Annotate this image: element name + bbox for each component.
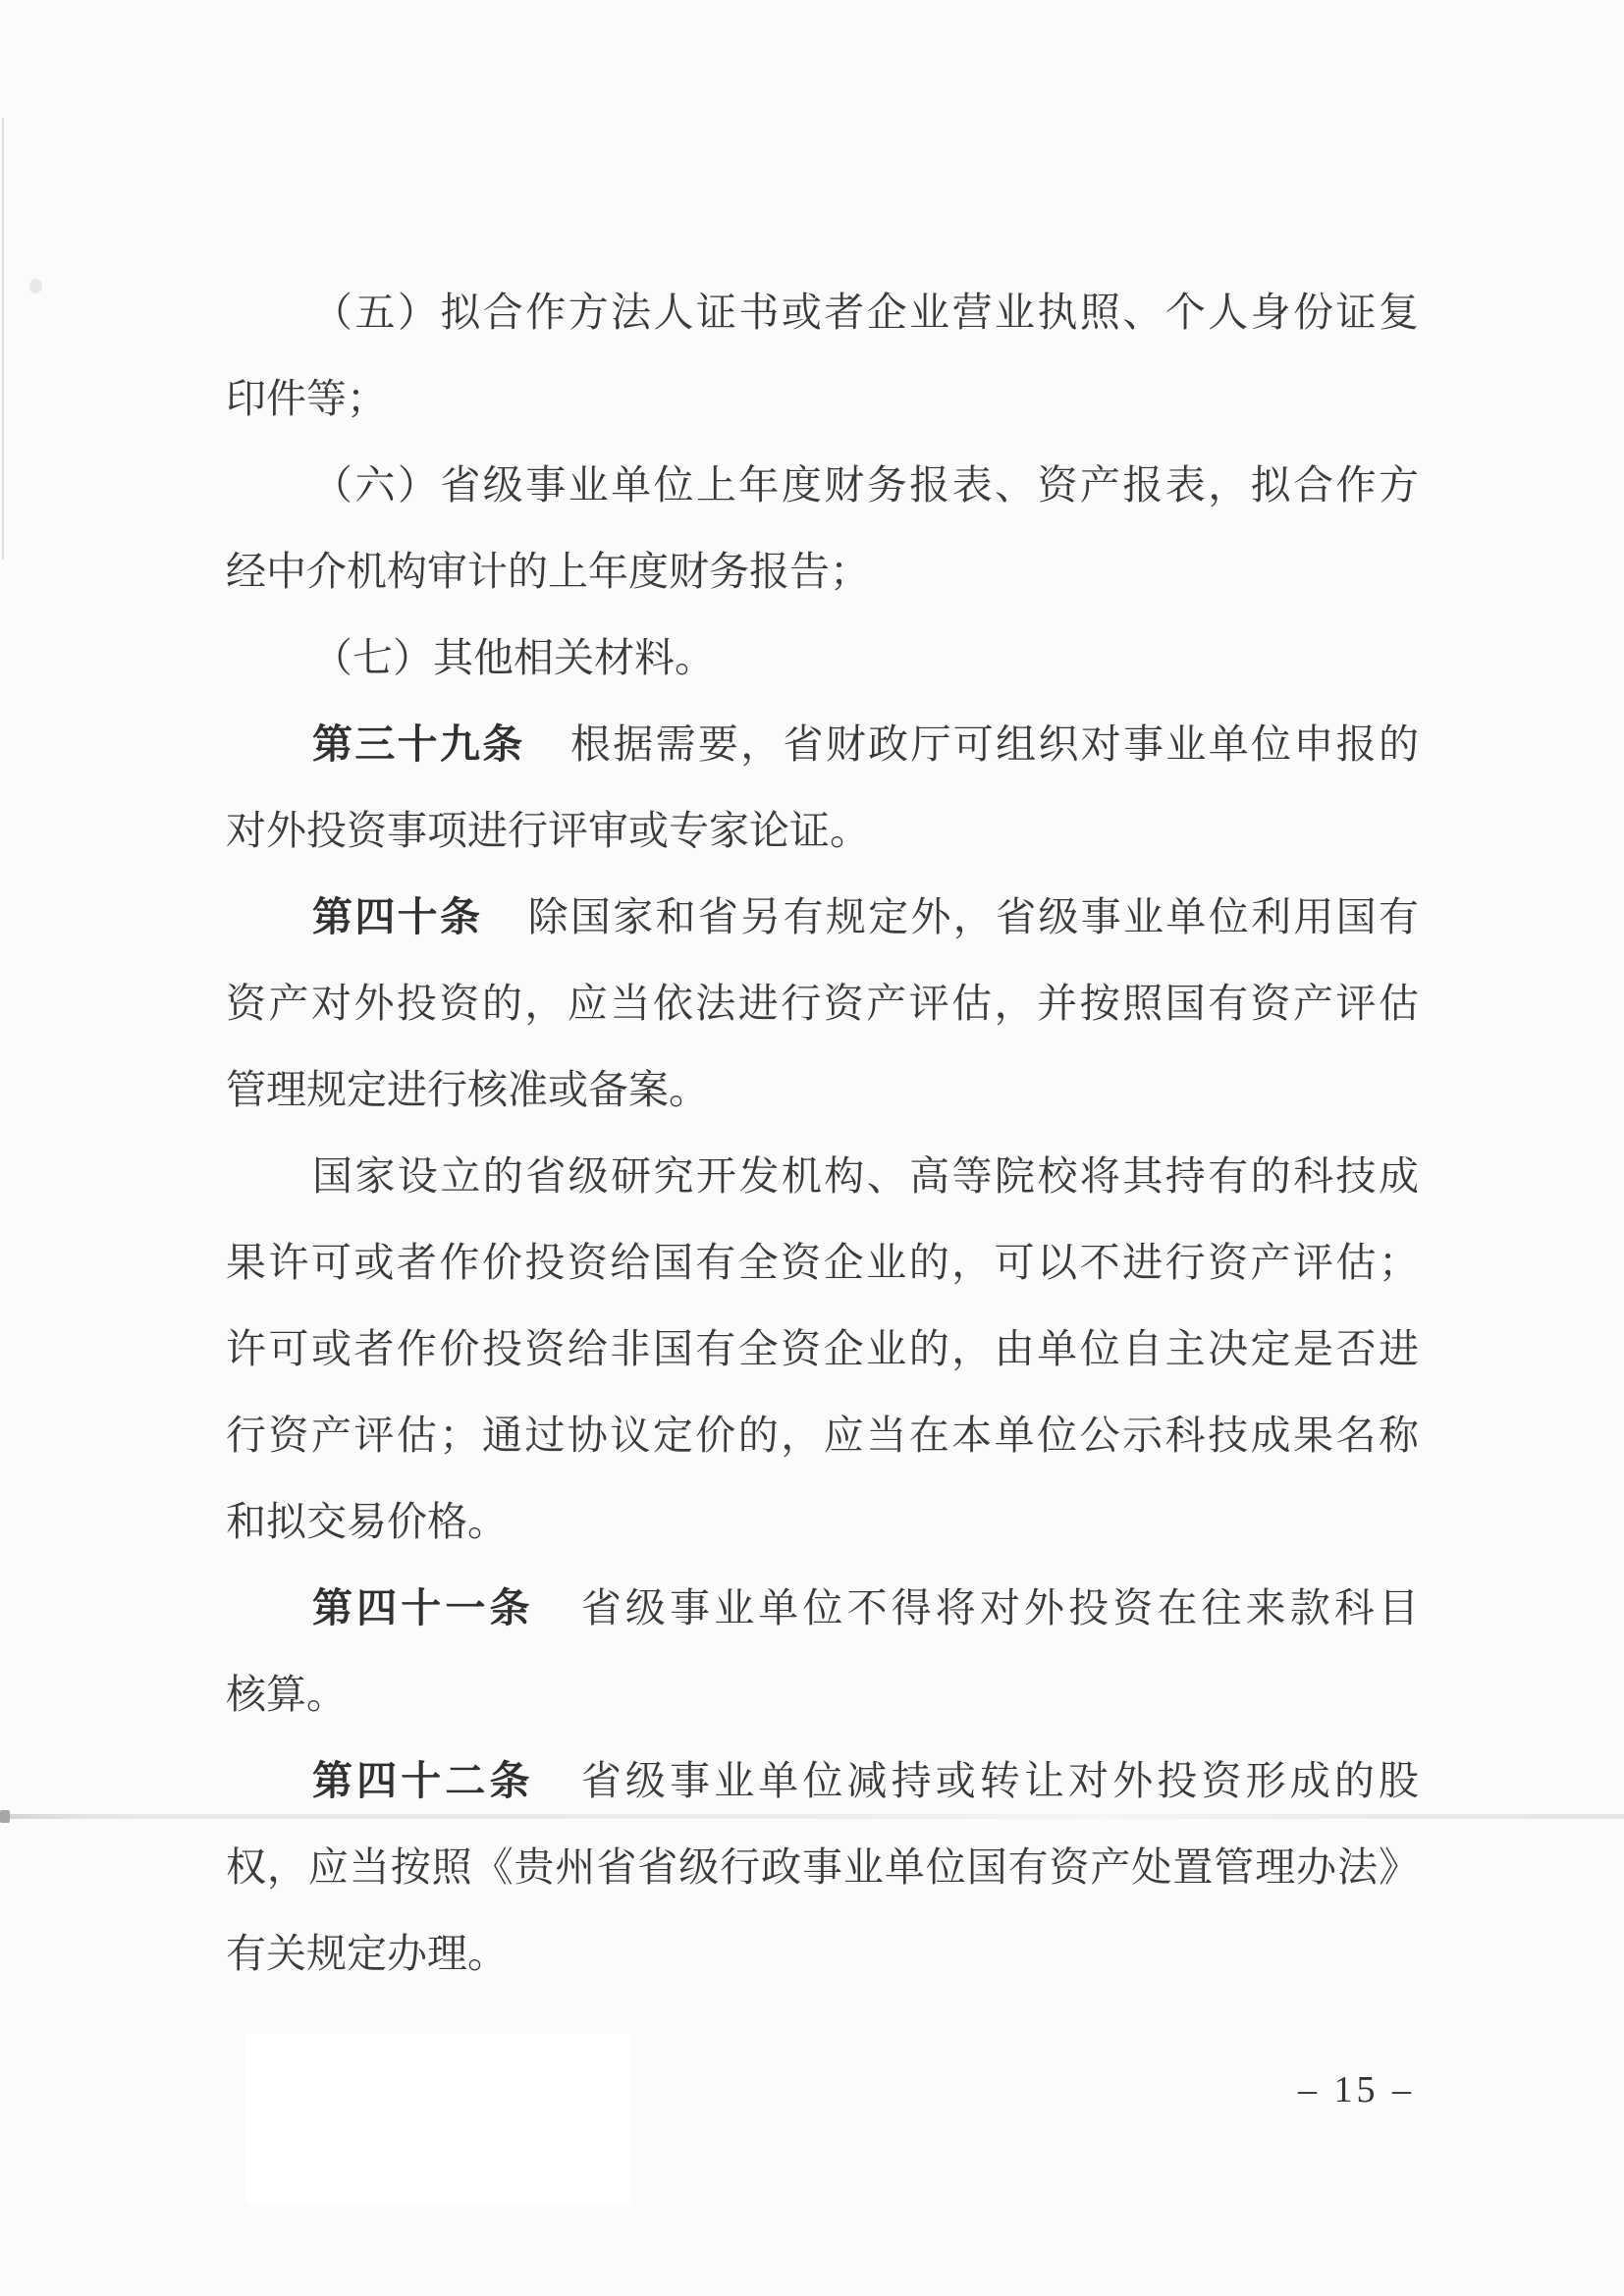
article-gap: [525, 757, 568, 758]
document-line: 和拟交易价格。: [226, 1499, 508, 1544]
document-line: 许可或者作价投资给非国有全资企业的，由单位自主决定是否进: [226, 1326, 1419, 1371]
article-gap: [534, 1621, 577, 1622]
document-line: 经中介机构审计的上年度财务报告；: [226, 549, 870, 594]
scan-smudge: [29, 279, 42, 294]
document-line: （六）省级事业单位上年度财务报表、资产报表，拟合作方: [312, 462, 1419, 507]
article-number: 第四十一条: [312, 1585, 534, 1630]
document-line: 第四十一条 省级事业单位不得将对外投资在往来款科目: [312, 1585, 1419, 1630]
document-line: 管理规定进行核准或备案。: [226, 1067, 709, 1112]
document-line: 权，应当按照《贵州省省级行政事业单位国有资产处置管理办法》: [226, 1844, 1419, 1890]
document-line: 果许可或者作价投资给国有全资企业的，可以不进行资产评估；: [226, 1240, 1419, 1285]
document-line: 第三十九条 根据需要，省财政厅可组织对事业单位申报的: [312, 721, 1420, 767]
article-number: 第四十二条: [312, 1758, 534, 1803]
document-line: 资产对外投资的，应当依法进行资产评估，并按照国有资产评估: [226, 981, 1419, 1026]
document-line: 行资产评估；通过协议定价的，应当在本单位公示科技成果名称: [226, 1413, 1419, 1458]
document-text-block: [226, 269, 1419, 1997]
document-line: 对外投资事项进行评审或专家论证。: [226, 808, 870, 853]
document-line: 第四十二条 省级事业单位减持或转让对外投资形成的股: [312, 1758, 1419, 1803]
document-line: 核算。: [226, 1672, 347, 1717]
article-gap: [534, 1793, 577, 1794]
article-gap: [482, 930, 525, 931]
page-number: – 15 –: [1298, 2069, 1415, 2110]
scan-bright-patch: [245, 2034, 630, 2204]
document-line: （七）其他相关材料。: [312, 635, 715, 680]
article-number: 第四十条: [312, 894, 483, 939]
document-line: 印件等；: [226, 376, 387, 421]
document-line: 有关规定办理。: [226, 1931, 508, 1976]
article-number: 第三十九条: [312, 721, 525, 767]
scan-band-tick: [0, 1810, 10, 1823]
document-line: 国家设立的省级研究开发机构、高等院校将其持有的科技成: [312, 1153, 1419, 1199]
document-line: （五）拟合作方法人证书或者企业营业执照、个人身份证复: [312, 290, 1419, 335]
document-line: 第四十条 除国家和省另有规定外，省级事业单位利用国有: [312, 894, 1419, 939]
scan-edge-artifact: [2, 118, 4, 560]
